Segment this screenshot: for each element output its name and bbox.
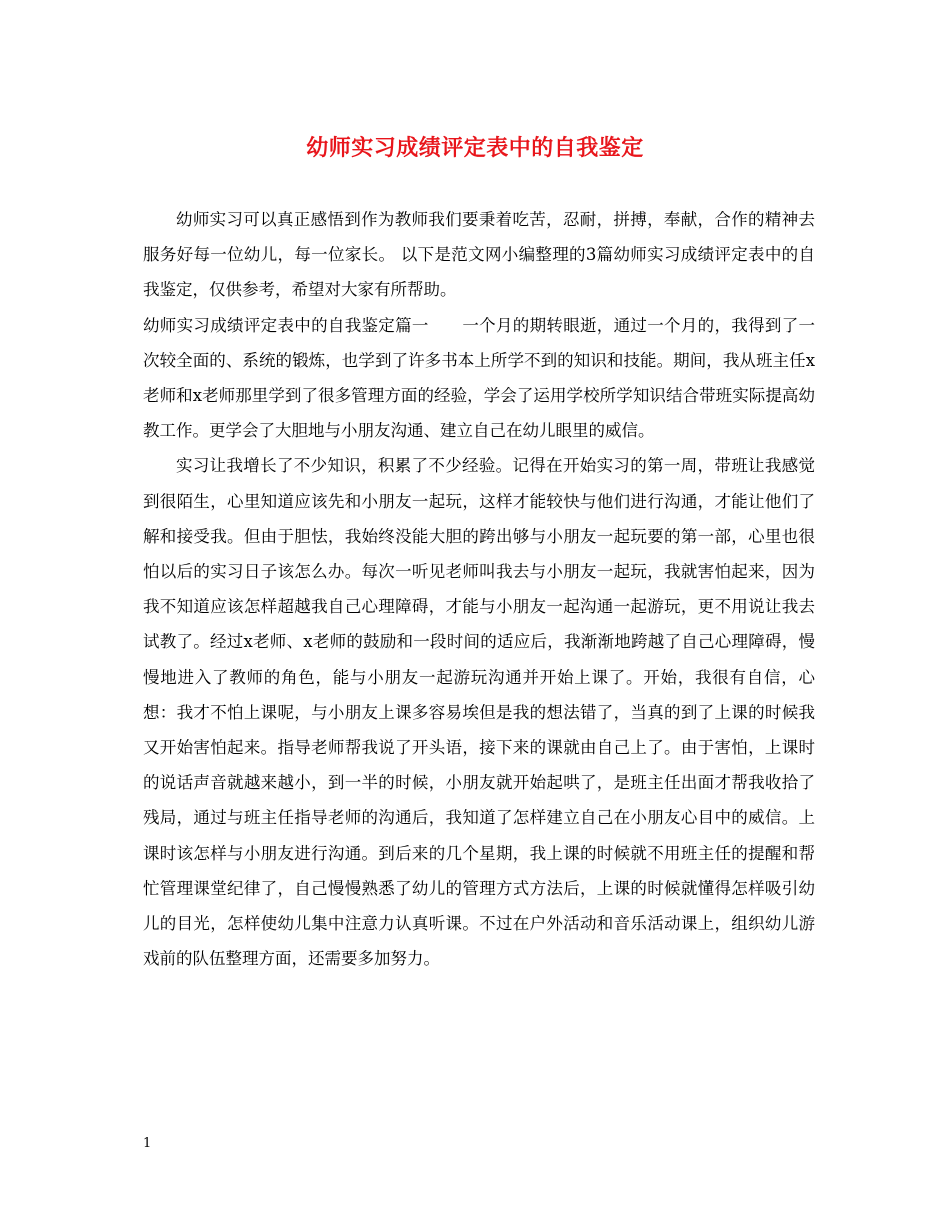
document-body: [143, 202, 815, 976]
paragraph-section-one: 幼师实习成绩评定表中的自我鉴定篇一 一个月的期转眼逝，通过一个月的，我得到了一次较全面的、系统的锻炼，也学到了许多书本上所学不到的知识和技能。期间，我从班主任x老师和x老师那里学到了很多管理方面的经验，学会了运用学校所学知识结合带班实际提高幼教工作。更学会了大胆地与小朋友沟通、建立自己在幼儿眼里的威信。: [143, 315, 815, 441]
page-number: 1: [143, 1136, 152, 1151]
paragraph-intro: 幼师实习可以真正感悟到作为教师我们要秉着吃苦，忍耐，拼搏，奉献，合作的精神去服务好每一位幼儿，每一位家长。 以下是范文网小编整理的3篇幼师实习成绩评定表中的自我鉴定，仅供参考，希望对大家有所帮助。: [143, 210, 815, 300]
paragraph-experience: 实习让我增长了不少知识，积累了不少经验。记得在开始实习的第一周，带班让我感觉到很陌生，心里知道应该先和小朋友一起玩，这样才能较快与他们进行沟通，才能让他们了解和接受我。但由于胆怯，我始终没能大胆的跨出够与小朋友一起玩要的第一部，心里也很怕以后的实习日子该怎么办。每次一听见老师叫我去与小朋友一起玩，我就害怕起来，因为我不知道应该怎样超越我自己心理障碍，才能与小朋友一起沟通一起游玩，更不用说让我去试教了。经过x老师、x老师的鼓励和一段时间的适应后，我渐渐地跨越了自己心理障碍，慢慢地进入了教师的角色，能与小朋友一起游玩沟通并开始上课了。开始，我很有自信，心想：我才不怕上课呢，与小朋友上课多容易埃但是我的想法错了，当真的到了上课的时候我又开始害怕起来。指导老师帮我说了开头语，接下来的课就由自己上了。由于害怕，上课时的说话声音就越来越小，到一半的时候，小朋友就开始起哄了，是班主任出面才帮我收拾了残局，通过与班主任指导老师的沟通后，我知道了怎样建立自己在小朋友心目中的威信。上课时该怎样与小朋友进行沟通。到后来的几个星期，我上课的时候就不用班主任的提醒和帮忙管理课堂纪律了，自己慢慢熟悉了幼儿的管理方式方法后，上课的时候就懂得怎样吸引幼儿的目光，怎样使幼儿集中注意力认真听课。不过在户外活动和音乐活动课上，组织幼儿游戏前的队伍整理方面，还需要多加努力。: [143, 456, 815, 969]
page-title: 幼师实习成绩评定表中的自我鉴定: [306, 135, 644, 161]
